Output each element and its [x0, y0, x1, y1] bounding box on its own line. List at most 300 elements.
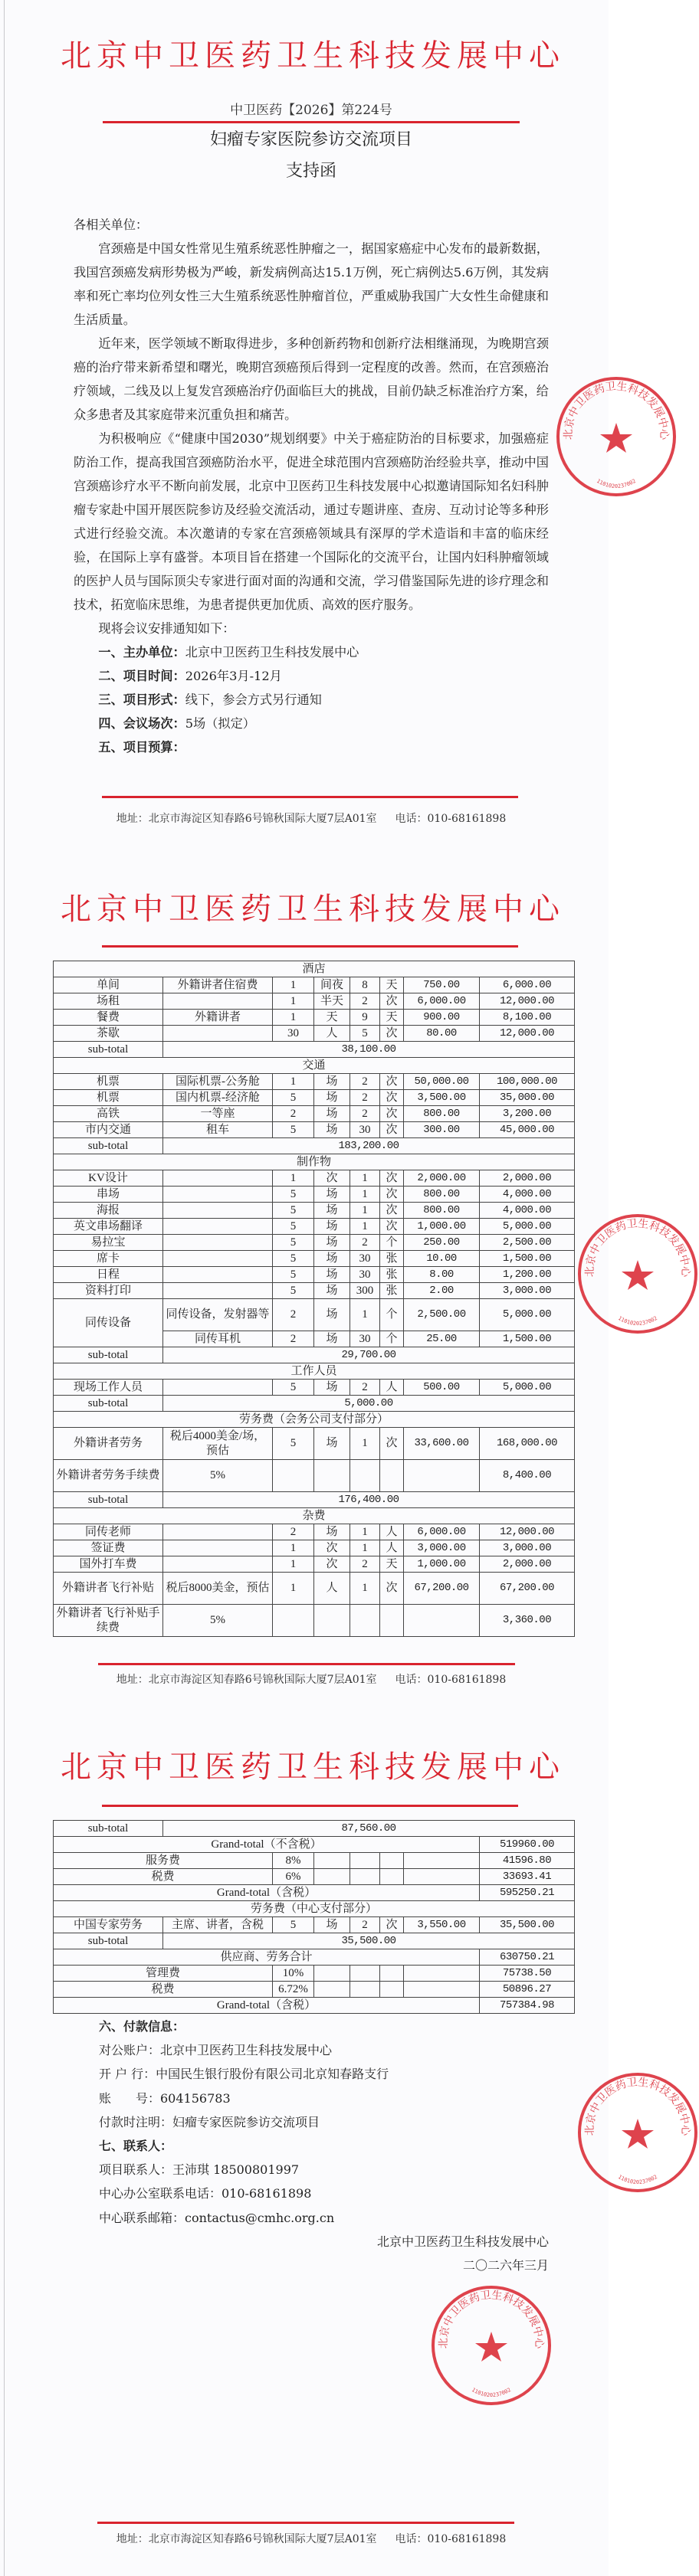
- item-label: 五、项目预算：: [98, 740, 185, 754]
- quantity-unit: 场: [314, 1428, 350, 1460]
- subtotal-value: 5,000.00: [163, 1396, 575, 1412]
- subtotal-label: sub-total: [54, 1396, 163, 1412]
- quantity-unit: 间夜: [314, 977, 350, 993]
- quantity: 5: [273, 1203, 314, 1219]
- unit-price: 67,200.00: [404, 1573, 480, 1605]
- count-unit: 天: [380, 1010, 404, 1026]
- total-value: 757384.98: [480, 1998, 575, 2014]
- total-value: 519960.00: [480, 1837, 575, 1853]
- unit-price: 900.00: [404, 1010, 480, 1026]
- table-row: [54, 993, 575, 1010]
- count: 1: [350, 1573, 380, 1605]
- subtotal-label: sub-total: [54, 1492, 163, 1508]
- empty-cell: [350, 1853, 380, 1869]
- item-label: 四、会议场次：: [98, 716, 185, 731]
- quantity-unit: 次: [314, 1556, 350, 1573]
- total-value: 595250.21: [480, 1885, 575, 1901]
- item-name: 签证费: [54, 1540, 163, 1556]
- table-row: [54, 1556, 575, 1573]
- stamp-code: 1101020237002: [617, 2173, 658, 2186]
- unit-price: 2,500.00: [404, 1299, 480, 1331]
- quantity-unit: [314, 1460, 350, 1492]
- section-header-row: [54, 1412, 575, 1428]
- contact-email: 中心联系邮箱：contactus@cmhc.org.cn: [99, 2210, 335, 2225]
- line-total: 8,100.00: [480, 1010, 575, 1026]
- count: 2: [350, 1235, 380, 1251]
- item-value: 5场（拟定）: [185, 716, 255, 731]
- quantity: 2: [273, 1331, 314, 1347]
- empty-cell: [380, 1966, 404, 1982]
- section-header: 劳务费（会务公司支付部分）: [54, 1412, 575, 1428]
- line-total: 1,200.00: [480, 1267, 575, 1283]
- item-name: 现场工作人员: [54, 1380, 163, 1396]
- subtotal-value: 35,500.00: [163, 1933, 575, 1949]
- quantity: 5: [273, 1917, 314, 1933]
- line-total: 168,000.00: [480, 1428, 575, 1460]
- quantity: 5: [273, 1267, 314, 1283]
- subtotal-value: 87,560.00: [163, 1821, 575, 1837]
- quantity: 2: [273, 1299, 314, 1331]
- star-icon: [475, 2332, 507, 2362]
- fee-value: 33693.41: [480, 1869, 575, 1885]
- empty-cell: [350, 1966, 380, 1982]
- subtotal-row: [54, 1821, 575, 1837]
- footer-address: 地址：北京市海淀区知春路6号锦秋国际大厦7层A01室: [116, 2533, 377, 2545]
- table-row: [54, 1074, 575, 1090]
- count: 1: [350, 1540, 380, 1556]
- contact-heading: 七、联系人：: [99, 2139, 173, 2154]
- quantity: 5: [273, 1090, 314, 1106]
- fee-value: 50896.27: [480, 1982, 575, 1998]
- count: 30: [350, 1122, 380, 1138]
- line-total: 100,000.00: [480, 1074, 575, 1090]
- quantity-unit: 次: [314, 1170, 350, 1187]
- count-unit: 张: [380, 1251, 404, 1267]
- item-organizer: [74, 640, 549, 664]
- footer: [0, 1672, 622, 1687]
- unit-price: [404, 1460, 480, 1492]
- stamp-code: 1101020237002: [471, 2386, 512, 2399]
- line-total: 1,500.00: [480, 1251, 575, 1267]
- table-row: [54, 1540, 575, 1556]
- table-row: [54, 977, 575, 993]
- quantity-unit: 人: [314, 1026, 350, 1042]
- line-total: 45,000.00: [480, 1122, 575, 1138]
- count-unit: 人: [380, 1540, 404, 1556]
- count-unit: 次: [380, 1122, 404, 1138]
- paragraph: 现将会议安排通知如下：: [98, 621, 235, 636]
- subtotal-label: sub-total: [54, 1042, 163, 1058]
- subtotal-label: sub-total: [54, 1821, 163, 1837]
- count-unit: 天: [380, 977, 404, 993]
- count-unit: 次: [380, 993, 404, 1010]
- quantity-unit: 场: [314, 1331, 350, 1347]
- item-value: 2026年3月-12月: [185, 669, 282, 683]
- fee-label: 服务费: [54, 1853, 273, 1869]
- section-header: 制作物: [54, 1154, 575, 1170]
- item-name: 高铁: [54, 1106, 163, 1122]
- percentage-row: [54, 1982, 575, 1998]
- item-description: [163, 1203, 273, 1219]
- footer-phone: 电话：010-68161898: [395, 2533, 507, 2545]
- table-row: [54, 1917, 575, 1933]
- item-sessions: [74, 712, 549, 735]
- quantity-unit: 场: [314, 1106, 350, 1122]
- count: 1: [350, 1203, 380, 1219]
- quantity: 1: [273, 1010, 314, 1026]
- count: 30: [350, 1267, 380, 1283]
- count-unit: 个: [380, 1299, 404, 1331]
- count: 1: [350, 1219, 380, 1235]
- quantity: 1: [273, 993, 314, 1010]
- quantity-unit: 场: [314, 1122, 350, 1138]
- unit-price: 800.00: [404, 1106, 480, 1122]
- count: 1: [350, 1187, 380, 1203]
- subtotal-row: [54, 1347, 575, 1363]
- star-icon: [622, 2119, 654, 2149]
- unit-price: 10.00: [404, 1251, 480, 1267]
- item-name: 机票: [54, 1090, 163, 1106]
- count-unit: [380, 1460, 404, 1492]
- item-description: [163, 1540, 273, 1556]
- unit-price: 3,500.00: [404, 1090, 480, 1106]
- fee-value: 41596.80: [480, 1853, 575, 1869]
- line-total: 5,000.00: [480, 1380, 575, 1396]
- table-row: [54, 1605, 575, 1637]
- empty-cell: [380, 1869, 404, 1885]
- item-description: 租车: [163, 1122, 273, 1138]
- item-value: 北京中卫医药卫生科技发展中心: [185, 645, 359, 660]
- unit-price: 50,000.00: [404, 1074, 480, 1090]
- empty-cell: [380, 1982, 404, 1998]
- footer: [0, 811, 622, 826]
- item-name: 国外打车费: [54, 1556, 163, 1573]
- subtotal-value: 29,700.00: [163, 1347, 575, 1363]
- count: [350, 1605, 380, 1637]
- count: 1: [350, 1170, 380, 1187]
- letter-body: [74, 213, 549, 759]
- stamp-code: 1101020237002: [617, 1314, 658, 1327]
- table-row: [54, 1090, 575, 1106]
- footer-phone: 电话：010-68161898: [395, 813, 507, 825]
- unit-price: 8.00: [404, 1267, 480, 1283]
- item-name: 茶歇: [54, 1026, 163, 1042]
- star-icon: [622, 1260, 654, 1290]
- section-header-row: [54, 961, 575, 977]
- payment-note: 付款时注明：妇瘤专家医院参访交流项目: [99, 2114, 320, 2129]
- empty-cell: [350, 1982, 380, 1998]
- table-row: [54, 1010, 575, 1026]
- fee-label: 税费: [54, 1982, 273, 1998]
- quantity: 5: [273, 1428, 314, 1460]
- count: 1: [350, 1524, 380, 1540]
- unit-price: 2,000.00: [404, 1170, 480, 1187]
- paragraph: 宫颈癌是中国女性常见生殖系统恶性肿瘤之一，据国家癌症中心发布的最新数据，我国宫颈癌发病形势极为严峻，新发病例高达15.1万例，死亡病例达5.6万例，其发病率和死亡率均位列女性三大生殖系统恶性肿瘤首位，严重威胁我国广大女性生命健康和生活质量。: [74, 241, 549, 327]
- table-row: [54, 1267, 575, 1283]
- total-label: Grand-total（含税）: [54, 1998, 480, 2014]
- table-row: [54, 1170, 575, 1187]
- line-total: 12,000.00: [480, 1026, 575, 1042]
- quantity: 30: [273, 1026, 314, 1042]
- empty-cell: [350, 1869, 380, 1885]
- quantity-unit: 场: [314, 1187, 350, 1203]
- official-seal-stamp: [430, 2284, 553, 2407]
- total-label: Grand-total（不含税）: [54, 1837, 480, 1853]
- page-3: [0, 1717, 692, 2576]
- quantity: 5: [273, 1235, 314, 1251]
- total-row: [54, 1998, 575, 2014]
- line-total: 3,200.00: [480, 1106, 575, 1122]
- item-description: [163, 1170, 273, 1187]
- quantity: 5: [273, 1380, 314, 1396]
- letterhead-title: 北京中卫医药卫生科技发展中心: [61, 892, 565, 927]
- line-total: 6,000.00: [480, 977, 575, 993]
- footer-phone: 电话：010-68161898: [395, 1674, 507, 1686]
- count: 30: [350, 1331, 380, 1347]
- item-name: 场租: [54, 993, 163, 1010]
- count-unit: 天: [380, 1556, 404, 1573]
- count-unit: 次: [380, 1170, 404, 1187]
- stamp-text: 北京中卫医药卫生科技发展中心: [583, 1217, 692, 1278]
- count-unit: 次: [380, 1090, 404, 1106]
- item-label: 二、项目时间：: [98, 669, 185, 683]
- empty-cell: [380, 1853, 404, 1869]
- quantity: 2: [273, 1524, 314, 1540]
- quantity-unit: 次: [314, 1540, 350, 1556]
- total-label: Grand-total（含税）: [54, 1885, 480, 1901]
- count: 1: [350, 1299, 380, 1331]
- subtotal-row: [54, 1396, 575, 1412]
- quantity: 5: [273, 1219, 314, 1235]
- item-name: 英文串场翻译: [54, 1219, 163, 1235]
- official-seal-stamp: [555, 375, 678, 498]
- fee-rate: 6.72%: [273, 1982, 314, 1998]
- table-row: [54, 1219, 575, 1235]
- quantity-unit: 场: [314, 1090, 350, 1106]
- count-unit: 个: [380, 1235, 404, 1251]
- quantity: 2: [273, 1106, 314, 1122]
- page-2: [0, 859, 692, 1717]
- unit-price: 3,550.00: [404, 1917, 480, 1933]
- item-name: 同传设备: [54, 1299, 163, 1347]
- letterhead-title: 北京中卫医药卫生科技发展中心: [61, 1750, 565, 1785]
- section-header-row: [54, 1508, 575, 1524]
- stamp-text: 北京中卫医药卫生科技发展中心: [583, 2076, 692, 2136]
- empty-cell: [314, 1853, 350, 1869]
- count: 2: [350, 1917, 380, 1933]
- quantity: [273, 1605, 314, 1637]
- unit-price: 6,000.00: [404, 1524, 480, 1540]
- item-name: 外籍讲者劳务手续费: [54, 1460, 163, 1492]
- count-unit: 次: [380, 1573, 404, 1605]
- unit-price: 500.00: [404, 1380, 480, 1396]
- count: 2: [350, 993, 380, 1010]
- project-title: 妇瘤专家医院参访交流项目: [209, 130, 412, 149]
- count-unit: 次: [380, 1026, 404, 1042]
- empty-cell: [404, 1869, 480, 1885]
- unit-price: 250.00: [404, 1235, 480, 1251]
- quantity: 1: [273, 1540, 314, 1556]
- item-name: 中国专家劳务: [54, 1917, 163, 1933]
- line-total: 12,000.00: [480, 993, 575, 1010]
- fee-value: 75738.50: [480, 1966, 575, 1982]
- item-description: 税后8000美金，预估: [163, 1573, 273, 1605]
- quantity: 5: [273, 1122, 314, 1138]
- quantity: [273, 1460, 314, 1492]
- item-description: 税后4000美金/场，预估: [163, 1428, 273, 1460]
- item-name: 机票: [54, 1074, 163, 1090]
- item-name: 餐费: [54, 1010, 163, 1026]
- quantity: 5: [273, 1251, 314, 1267]
- line-total: 8,400.00: [480, 1460, 575, 1492]
- quantity-unit: 场: [314, 1524, 350, 1540]
- section-header: 酒店: [54, 961, 575, 977]
- letterhead-divider: [102, 945, 518, 948]
- table-row: [54, 1235, 575, 1251]
- item-name: 外籍讲者劳务: [54, 1428, 163, 1460]
- line-total: 3,000.00: [480, 1540, 575, 1556]
- account-number: 账 号：604156783: [99, 2090, 231, 2106]
- line-total: 35,000.00: [480, 1090, 575, 1106]
- line-total: 2,000.00: [480, 1556, 575, 1573]
- quantity-unit: 场: [314, 1251, 350, 1267]
- count-unit: 次: [380, 1917, 404, 1933]
- section-header-row: [54, 1058, 575, 1074]
- table-row: [54, 1283, 575, 1299]
- unit-price: 80.00: [404, 1026, 480, 1042]
- unit-price: 3,000.00: [404, 1540, 480, 1556]
- quantity-unit: 场: [314, 1917, 350, 1933]
- item-description: [163, 1283, 273, 1299]
- item-name: 单间: [54, 977, 163, 993]
- item-description: 同传耳机: [163, 1331, 273, 1347]
- subtotal-label: sub-total: [54, 1933, 163, 1949]
- footer-divider: [97, 2522, 514, 2524]
- footer-divider: [98, 1663, 515, 1665]
- line-total: 12,000.00: [480, 1524, 575, 1540]
- account-name: 对公账户：北京中卫医药卫生科技发展中心: [99, 2043, 333, 2058]
- quantity-unit: 场: [314, 1219, 350, 1235]
- item-description: [163, 1251, 273, 1267]
- unit-price: 750.00: [404, 977, 480, 993]
- stamp-code: 1101020237002: [596, 477, 637, 490]
- empty-cell: [314, 1966, 350, 1982]
- section-header-row: [54, 1901, 575, 1917]
- item-description: [163, 1556, 273, 1573]
- table-row: [54, 1026, 575, 1042]
- item-description: 一等座: [163, 1106, 273, 1122]
- line-total: 5,000.00: [480, 1219, 575, 1235]
- footer-address: 地址：北京市海淀区知春路6号锦秋国际大厦7层A01室: [116, 813, 377, 825]
- item-description: [163, 1524, 273, 1540]
- empty-cell: [404, 1853, 480, 1869]
- page-edge: [4, 1717, 5, 2576]
- count-unit: 次: [380, 1187, 404, 1203]
- paragraph: 近年来，医学领域不断取得进步，多种创新药物和创新疗法相继涌现，为晚期宫颈癌的治疗带来新希望和曙光，晚期宫颈癌预后得到一定程度的改善。然而，在宫颈癌治疗领域，二线及以上复发宫颈癌治疗仍面临巨大的挑战，目前仍缺乏标准治疗方案，给众多患者及其家庭带来沉重负担和痛苦。: [74, 336, 549, 422]
- quantity-unit: 场: [314, 1235, 350, 1251]
- count: 9: [350, 1010, 380, 1026]
- fee-rate: 6%: [273, 1869, 314, 1885]
- empty-cell: [404, 1966, 480, 1982]
- count-unit: 次: [380, 1219, 404, 1235]
- count: 2: [350, 1556, 380, 1573]
- count-unit: 张: [380, 1267, 404, 1283]
- count: [350, 1460, 380, 1492]
- letterhead-title: 北京中卫医药卫生科技发展中心: [61, 38, 565, 74]
- fee-rate: 8%: [273, 1853, 314, 1869]
- quantity: 5: [273, 1283, 314, 1299]
- item-description: [163, 1187, 273, 1203]
- item-description: [163, 1026, 273, 1042]
- item-description: 同传设备，发射器等: [163, 1299, 273, 1331]
- subtotal-row: [54, 1042, 575, 1058]
- item-name: 串场: [54, 1187, 163, 1203]
- count-unit: 次: [380, 1074, 404, 1090]
- fee-label: 管理费: [54, 1966, 273, 1982]
- count: 5: [350, 1026, 380, 1042]
- item-name: 同传老师: [54, 1524, 163, 1540]
- item-name: 外籍讲者飞行补贴手续费: [54, 1605, 163, 1637]
- stamp-text: 北京中卫医药卫生科技发展中心: [437, 2289, 546, 2349]
- item-name: KV设计: [54, 1170, 163, 1187]
- footer-divider: [102, 796, 518, 798]
- page-edge: [4, 859, 5, 1717]
- count: 1: [350, 1428, 380, 1460]
- section-header-row: [54, 1154, 575, 1170]
- quantity-unit: 场: [314, 1380, 350, 1396]
- table-row: [54, 1203, 575, 1219]
- count-unit: 个: [380, 1331, 404, 1347]
- seam-seal-stamp: [576, 1213, 699, 1335]
- section-header: 交通: [54, 1058, 575, 1074]
- item-description: [163, 1219, 273, 1235]
- stamp-text: 北京中卫医药卫生科技发展中心: [562, 380, 671, 440]
- bank-name: 开 户 行：中国民生银行股份有限公司北京知春路支行: [99, 2067, 389, 2082]
- seam-seal-stamp: [576, 2071, 699, 2194]
- percentage-row: [54, 1853, 575, 1869]
- quantity-unit: 场: [314, 1299, 350, 1331]
- payment-and-contact: [99, 2015, 559, 2230]
- item-name: 资料打印: [54, 1283, 163, 1299]
- table-row: [54, 1122, 575, 1138]
- count-unit: [380, 1605, 404, 1637]
- count: 2: [350, 1074, 380, 1090]
- item-name: 外籍讲者飞行补贴: [54, 1573, 163, 1605]
- letter-type: 支持函: [285, 162, 336, 181]
- payment-heading: 六、付款信息：: [99, 2019, 185, 2034]
- table-row: [54, 1251, 575, 1267]
- quantity-unit: 场: [314, 1203, 350, 1219]
- quantity-unit: 天: [314, 1010, 350, 1026]
- count-unit: 次: [380, 1203, 404, 1219]
- item-format: [74, 688, 549, 712]
- table-row: [54, 1187, 575, 1203]
- line-total: 35,500.00: [480, 1917, 575, 1933]
- quantity: 1: [273, 1573, 314, 1605]
- quantity-unit: 人: [314, 1573, 350, 1605]
- percentage-row: [54, 1966, 575, 1982]
- salutation: 各相关单位：: [74, 218, 149, 232]
- empty-cell: [404, 1982, 480, 1998]
- signature-date: 二〇二六年三月: [462, 2258, 549, 2273]
- table-row: [54, 1106, 575, 1122]
- signature-org: 北京中卫医药卫生科技发展中心: [376, 2234, 549, 2249]
- total-row: [54, 1949, 575, 1966]
- subtotal-row: [54, 1933, 575, 1949]
- count-unit: 张: [380, 1283, 404, 1299]
- document-number: 中卫医药【2026】第224号: [230, 103, 392, 118]
- empty-cell: [314, 1982, 350, 1998]
